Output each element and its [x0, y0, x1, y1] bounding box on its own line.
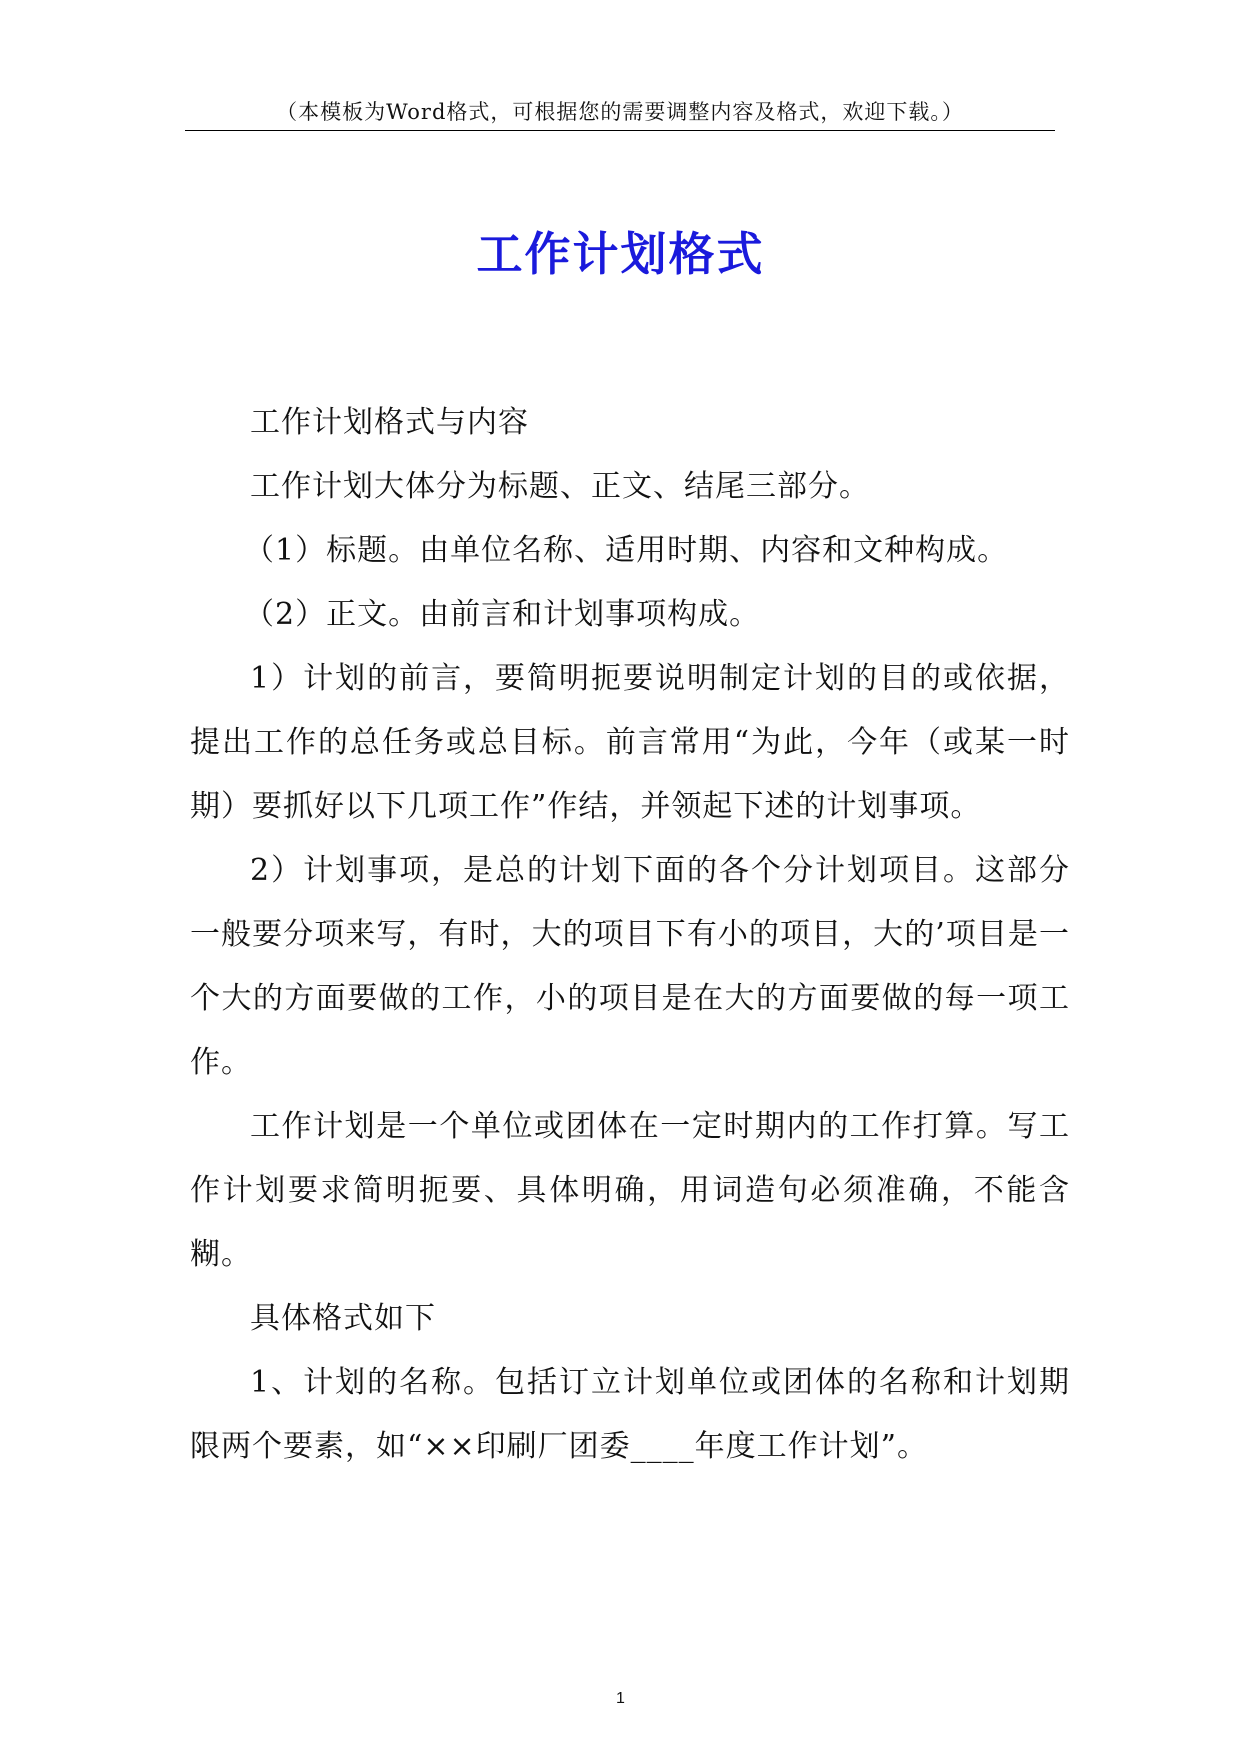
document-title: 工作计划格式: [476, 227, 765, 281]
paragraph: 2）计划事项，是总的计划下面的各个分计划项目。这部分一般要分项来写，有时，大的项目下有小的项目，大的’项目是一个大的方面要做的工作，小的项目是在大的方面要做的每一项工作。: [190, 853, 1070, 1080]
page-number: 1: [616, 1690, 625, 1707]
paragraph-item-1: （1）标题。由单位名称、适用时期、内容和文种构成。: [244, 533, 1009, 568]
header-divider: [185, 130, 1055, 131]
document-body: [190, 391, 1070, 1479]
paragraph-heading: 工作计划格式与内容: [250, 405, 529, 440]
paragraph: 工作计划大体分为标题、正文、结尾三部分。: [250, 469, 870, 504]
paragraph: 具体格式如下: [250, 1301, 436, 1336]
paragraph: 1）计划的前言，要简明扼要说明制定计划的目的或依据，提出工作的总任务或总目标。前言常用“为此，今年（或某一时期）要抓好以下几项工作”作结，并领起下述的计划事项。: [190, 661, 1070, 824]
template-note: （本模板为Word格式，可根据您的需要调整内容及格式，欢迎下载。）: [276, 100, 964, 124]
paragraph: 1、计划的名称。包括订立计划单位或团体的名称和计划期限两个要素，如“××印刷厂团委____年度工作计划”。: [190, 1365, 1070, 1464]
paragraph-item-2: （2）正文。由前言和计划事项构成。: [244, 597, 761, 632]
paragraph: 工作计划是一个单位或团体在一定时期内的工作打算。写工作计划要求简明扼要、具体明确，用词造句必须准确，不能含糊。: [190, 1109, 1070, 1272]
